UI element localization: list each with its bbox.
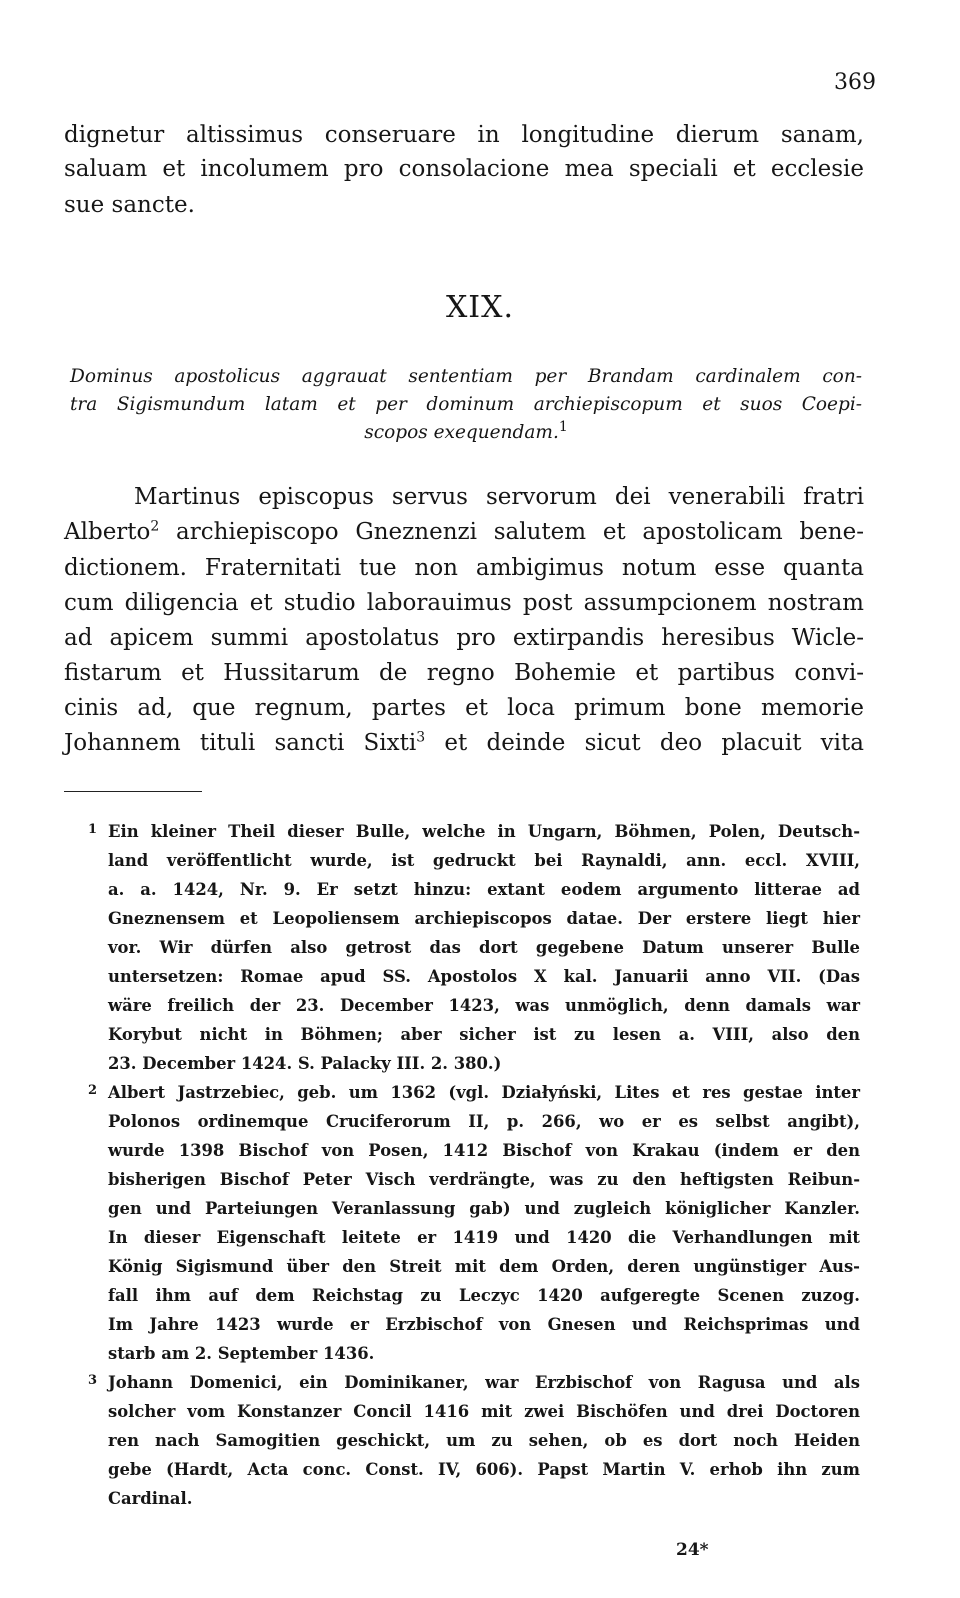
rubric-line: Dominus apostolicus aggrauat sententiam per Brandam cardinalem con- (70, 366, 862, 387)
body-line (64, 519, 864, 545)
footnote-line: Cardinal. (108, 1489, 193, 1508)
footnote-line: Albert Jastrzebiec, geb. um 1362 (vgl. Działyński, Lites et res gestae inter (108, 1083, 860, 1102)
intro-line: dignetur altissimus conseruare in longitudine dierum sanam, (64, 122, 864, 148)
footnote-line: Johann Domenici, ein Dominikaner, war Erzbischof von Ragusa und als (108, 1373, 860, 1392)
rubric-text: scopos exequendam. (364, 422, 559, 443)
body-line: cinis ad, que regnum, partes et loca primum bone memorie (64, 695, 864, 721)
body-text: Alberto (64, 519, 151, 545)
footnote-line: gebe (Hardt, Acta conc. Const. IV, 606). Papst Martin V. erhob ihn zum (108, 1460, 860, 1479)
footnote-line: Korybut nicht in Böhmen; aber sicher ist zu lesen a. VIII, also den (108, 1025, 860, 1044)
footnote-line: König Sigismund über den Streit mit dem Orden, deren ungünstiger Aus- (108, 1257, 860, 1276)
footnote-line: starb am 2. September 1436. (108, 1344, 375, 1363)
footnote-reference: 1 (558, 418, 568, 435)
footnote-line: solcher vom Konstanzer Concil 1416 mit zwei Bischöfen und drei Doctoren (108, 1402, 860, 1421)
body-line: dictionem. Fraternitati tue non ambigimus notum esse quanta (64, 555, 864, 581)
footnote-separator (64, 791, 202, 792)
footnote-reference: 3 (416, 729, 426, 746)
body-text: Johannem tituli sancti Sixti (64, 730, 417, 756)
footnote-number: 3 (88, 1373, 98, 1388)
page-number: 369 (834, 70, 876, 95)
document-number-heading: XIX. (445, 290, 515, 325)
footnote-line: wäre freilich der 23. December 1423, was unmöglich, denn damals war (108, 996, 860, 1015)
footnote-line: ren nach Samogitien geschickt, um zu sehen, ob es dort noch Heiden (108, 1431, 860, 1450)
footnote-line: land veröffentlicht wurde, ist gedruckt bei Raynaldi, ann. eccl. XVIII, (108, 851, 860, 870)
footnote-line: Ein kleiner Theil dieser Bulle, welche in Ungarn, Böhmen, Polen, Deutsch- (108, 822, 860, 841)
intro-line: saluam et incolumem pro consolacione mea speciali et ecclesie (64, 156, 864, 182)
footnote-line: gen und Parteiungen Veranlassung gab) und zugleich königlicher Kanzler. (108, 1199, 860, 1218)
body-line: ad apicem summi apostolatus pro extirpandis heresibus Wicle- (64, 625, 864, 651)
rubric-line (70, 418, 862, 443)
footnote-number: 1 (88, 822, 98, 837)
signature-mark: 24* (676, 1540, 709, 1560)
footnote-reference: 2 (150, 518, 160, 535)
footnote-line: fall ihm auf dem Reichstag zu Leczyc 1420 aufgeregte Scenen zuzog. (108, 1286, 860, 1305)
body-line (64, 730, 864, 756)
body-line: cum diligencia et studio laborauimus post assumpcionem nostram (64, 590, 864, 616)
footnote-line: Gneznensem et Leopoliensem archiepiscopos datae. Der erstere liegt hier (108, 909, 860, 928)
footnote-number: 2 (88, 1083, 98, 1098)
rubric-line: tra Sigismundum latam et per dominum archiepiscopum et suos Coepi- (70, 394, 862, 415)
footnote-line: untersetzen: Romae apud SS. Apostolos X kal. Januarii anno VII. (Das (108, 967, 860, 986)
footnote-line: wurde 1398 Bischof von Posen, 1412 Bischof von Krakau (indem er den (108, 1141, 860, 1160)
body-line: Martinus episcopus servus servorum dei venerabili fratri (134, 484, 864, 510)
footnote-line: 23. December 1424. S. Palacky III. 2. 380.) (108, 1054, 502, 1073)
body-line: fistarum et Hussitarum de regno Bohemie et partibus convi- (64, 660, 864, 686)
body-text: et deinde sicut deo placuit vita (425, 730, 864, 756)
intro-line: sue sancte. (64, 192, 195, 218)
footnote-line: a. a. 1424, Nr. 9. Er setzt hinzu: extant eodem argumento litterae ad (108, 880, 860, 899)
footnote-line: vor. Wir dürfen also getrost das dort gegebene Datum unserer Bulle (108, 938, 860, 957)
footnote-line: In dieser Eigenschaft leitete er 1419 und 1420 die Verhandlungen mit (108, 1228, 860, 1247)
body-text: archiepiscopo Gneznenzi salutem et apostolicam bene- (159, 519, 864, 545)
footnote-line: bisherigen Bischof Peter Visch verdrängte, was zu den heftigsten Reibun- (108, 1170, 860, 1189)
footnote-line: Im Jahre 1423 wurde er Erzbischof von Gnesen und Reichsprimas und (108, 1315, 860, 1334)
footnote-line: Polonos ordinemque Cruciferorum II, p. 266, wo er es selbst angibt), (108, 1112, 860, 1131)
